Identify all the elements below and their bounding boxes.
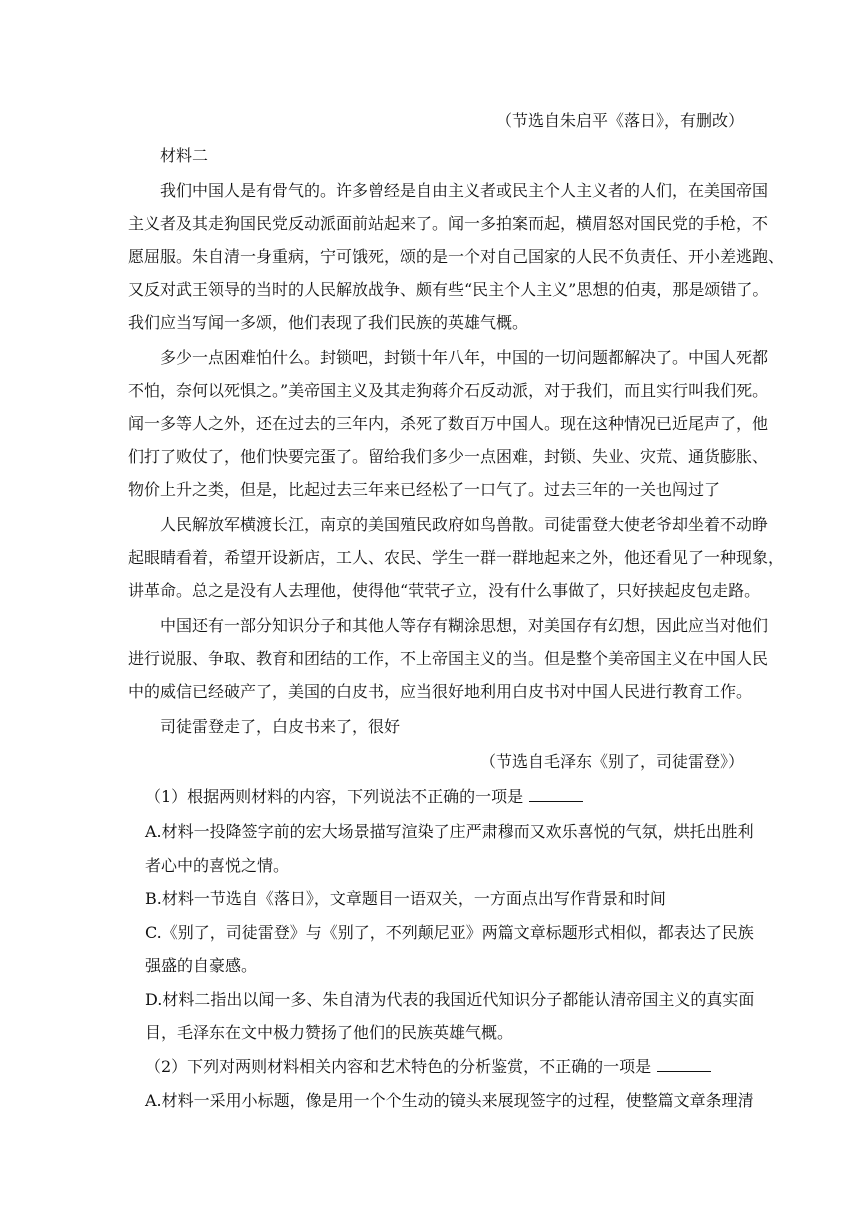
question-2-stem — [145, 1057, 711, 1077]
option-b: B.材料一节选自《落日》，文章题目一语双关，一方面点出写作背景和时间 — [145, 889, 666, 908]
answer-blank — [657, 1057, 711, 1072]
paragraph-line: 我们应当写闻一多颂，他们表现了我们民族的英雄气概。 — [128, 313, 529, 332]
option-d-cont: 目，毛泽东在文中极力赞扬了他们的民族英雄气概。 — [145, 1023, 514, 1042]
paragraph-line: 司徒雷登走了，白皮书来了，很好 — [160, 717, 401, 736]
paragraph-line: 主义者及其走狗国民党反动派面前站起来了。闻一多拍案而起，横眉怒对国民党的手枪，不 — [128, 214, 769, 233]
paragraph-line: 物价上升之类，但是，比起过去三年来已经松了一口气了。过去三年的一关也闯过了 — [128, 480, 721, 499]
paragraph-line: 讲革命。总之是没有人去理他，使得他“茕茕孑立，没有什么事做了，只好挟起皮包走路。 — [128, 581, 761, 600]
option-a: A.材料一投降签字前的宏大场景描写渲染了庄严肃穆而又欢乐喜悦的气氛，烘托出胜利 — [145, 822, 754, 841]
section-title: 材料二 — [160, 146, 209, 165]
paragraph-line: 进行说服、争取、教育和团结的工作，不上帝国主义的当。但是整个美帝国主义在中国人民 — [128, 649, 769, 668]
paragraph-line: 又反对武王领导的当时的人民解放战争、颇有些“民主个人主义”思想的伯夷，那是颂错了。 — [128, 280, 769, 299]
paragraph-line: 起眼睛看着，希望开设新店，工人、农民、学生一群一群地起来之外，他还看见了一种现象， — [128, 548, 785, 567]
source-citation-2: （节选自毛泽东《别了，司徒雷登》） — [479, 752, 744, 771]
paragraph-line: 不怕，奈何以死惧之。”美帝国主义及其走狗蒋介石反动派，对于我们，而且实行叫我们死。 — [128, 381, 769, 400]
question-1-text: （1）根据两则材料的内容，下列说法不正确的一项是 — [145, 787, 524, 806]
paragraph-line: 闻一多等人之外，还在过去的三年内，杀死了数百万中国人。现在这种情况已近尾声了，他 — [128, 414, 769, 433]
option-d: D.材料二指出以闻一多、朱自清为代表的我国近代知识分子都能认清帝国主义的真实面 — [145, 990, 755, 1009]
paragraph-line: 中国还有一部分知识分子和其他人等存有糊涂思想，对美国存有幻想，因此应当对他们 — [160, 616, 769, 635]
option-c: C.《别了，司徒雷登》与《别了，不列颠尼亚》两篇文章标题形式相似，都表达了民族 — [145, 923, 754, 942]
paragraph-line: 多少一点困难怕什么。封锁吧，封锁十年八年，中国的一切问题都解决了。中国人死都 — [160, 348, 769, 367]
paragraph-line: 我们中国人是有骨气的。许多曾经是自由主义者或民主个人主义者的人们，在美国帝国 — [160, 181, 769, 200]
paragraph-line: 中的威信已经破产了，美国的白皮书，应当很好地利用白皮书对中国人民进行教育工作。 — [128, 682, 753, 701]
option-c-cont: 强盛的自豪感。 — [145, 956, 258, 975]
paragraph-line: 愿屈服。朱自清一身重病，宁可饿死，颂的是一个对自己国家的人民不负责任、开小差逃跑、 — [128, 247, 785, 266]
paragraph-line: 人民解放军横渡长江，南京的美国殖民政府如鸟兽散。司徒雷登大使老爷却坐着不动睁 — [160, 515, 769, 534]
question-2-text: （2）下列对两则材料相关内容和艺术特色的分析鉴赏，不正确的一项是 — [145, 1057, 652, 1076]
question-1-stem — [145, 787, 583, 807]
paragraph-line: 们打了败仗了，他们快要完蛋了。留给我们多少一点困难，封锁、失业、灾荒、通货膨胀、 — [128, 447, 769, 466]
option-a: A.材料一采用小标题，像是用一个个生动的镜头来展现签字的过程，使整篇文章条理清 — [145, 1091, 754, 1110]
option-a-cont: 者心中的喜悦之情。 — [145, 856, 290, 875]
answer-blank — [529, 787, 583, 802]
source-citation-1: （节选自朱启平《落日》，有删改） — [495, 111, 744, 130]
